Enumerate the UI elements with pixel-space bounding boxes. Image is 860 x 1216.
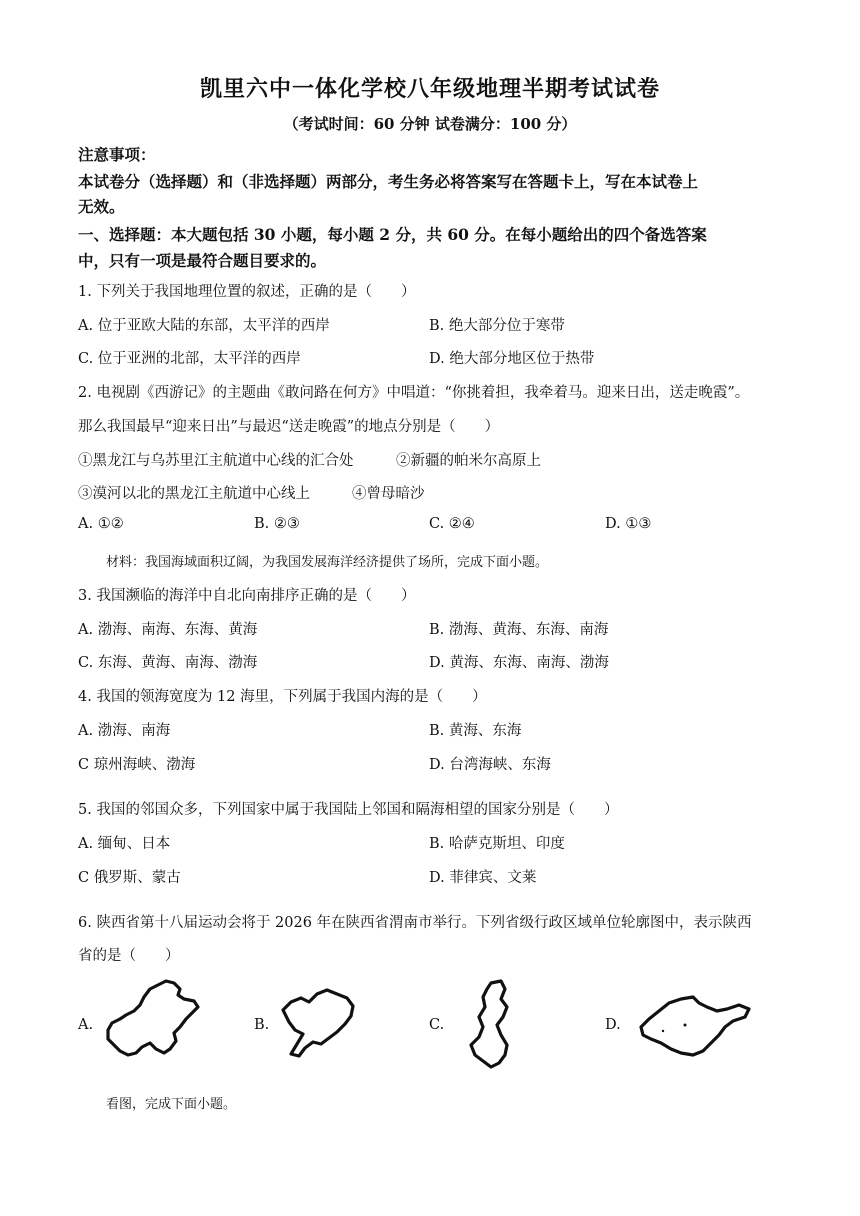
q5-stem: 5. 我国的邻国众多，下列国家中属于我国陆上邻国和隔海相望的国家分别是（ ）	[78, 802, 619, 818]
material-text: 材料：我国海域面积辽阔，为我国发展海洋经济提供了场所，完成下面小题。	[106, 555, 549, 570]
q1-option-d: D. 绝大部分地区位于热带	[429, 351, 595, 367]
q2-stem-line-1: 2. 电视剧《西游记》的主题曲《敢问路在何方》中唱道：“你挑着担，我牵着马。迎来日出，送走晚霞”。	[78, 385, 750, 401]
q4-option-d: D. 台湾海峡、东海	[429, 757, 551, 773]
q5-option-c: C 俄罗斯、蒙古	[78, 870, 181, 886]
q3-option-b: B. 渤海、黄海、东海、南海	[429, 622, 609, 638]
q2-statement-2: ②新疆的帕米尔高原上	[396, 453, 541, 469]
q5-option-b: B. 哈萨克斯坦、印度	[429, 836, 565, 852]
notice-heading: 注意事项：	[78, 145, 156, 164]
q5-option-a: A. 缅甸、日本	[78, 836, 171, 852]
notice-line-1: 本试卷分（选择题）和（非选择题）两部分，考生务必将答案写在答题卡上，写在本试卷上	[78, 172, 699, 191]
footer-note: 看图，完成下面小题。	[106, 1097, 237, 1112]
q1-option-b: B. 绝大部分位于寒带	[429, 318, 565, 334]
q1-stem: 1. 下列关于我国地理位置的叙述，正确的是（ ）	[78, 284, 416, 300]
q2-stem-line-2: 那么我国最早“迎来日出”与最迟“送走晚霞”的地点分别是（ ）	[78, 419, 500, 435]
q4-stem: 4. 我国的领海宽度为 12 海里，下列属于我国内海的是（ ）	[78, 689, 487, 705]
q3-stem: 3. 我国濒临的海洋中自北向南排序正确的是（ ）	[78, 588, 416, 604]
q2-option-c: C. ②④	[429, 516, 475, 532]
section-1-line-2: 中，只有一项是最符合题目要求的。	[78, 251, 327, 270]
q6-stem-line-2: 省的是（ ）	[78, 948, 180, 964]
q2-statement-4: ④曾母暗沙	[352, 486, 425, 502]
province-outline-d	[635, 985, 760, 1065]
q6-option-b: B.	[254, 1017, 270, 1033]
q1-option-c: C. 位于亚洲的北部，太平洋的西岸	[78, 351, 301, 367]
q4-option-a: A. 渤海、南海	[78, 723, 171, 739]
q2-statement-1: ①黑龙江与乌苏里江主航道中心线的汇合处	[78, 453, 354, 469]
q6-stem-line-1: 6. 陕西省第十八届运动会将于 2026 年在陕西省渭南市举行。下列省级行政区域单位轮廓图中，表示陕西	[78, 915, 752, 931]
page-title: 凯里六中一体化学校八年级地理半期考试试卷	[199, 76, 660, 102]
q4-option-b: B. 黄海、东海	[429, 723, 522, 739]
q2-option-a: A. ①②	[78, 516, 124, 532]
q6-option-a: A.	[78, 1017, 94, 1033]
notice-line-2: 无效。	[78, 197, 125, 216]
q2-option-b: B. ②③	[254, 516, 300, 532]
q6-option-d: D.	[605, 1017, 621, 1033]
exam-info: （考试时间：60 分钟 试卷满分：100 分）	[283, 115, 577, 133]
q2-statement-3: ③漠河以北的黑龙江主航道中心线上	[78, 486, 310, 502]
province-outline-b	[275, 980, 365, 1065]
province-outline-c	[455, 975, 525, 1075]
q6-option-c: C.	[429, 1017, 445, 1033]
q2-option-d: D. ①③	[605, 516, 652, 532]
q3-option-a: A. 渤海、南海、东海、黄海	[78, 622, 258, 638]
q3-option-d: D. 黄海、东海、南海、渤海	[429, 655, 609, 671]
q1-option-a: A. 位于亚欧大陆的东部，太平洋的西岸	[78, 318, 330, 334]
section-1-line-1: 一、选择题：本大题包括 30 小题，每小题 2 分，共 60 分。在每小题给出的四个备选答案	[78, 225, 707, 244]
q4-option-c: C 琼州海峡、渤海	[78, 757, 196, 773]
province-outline-a	[100, 975, 210, 1065]
q5-option-d: D. 菲律宾、文莱	[429, 870, 537, 886]
q3-option-c: C. 东海、黄海、南海、渤海	[78, 655, 258, 671]
